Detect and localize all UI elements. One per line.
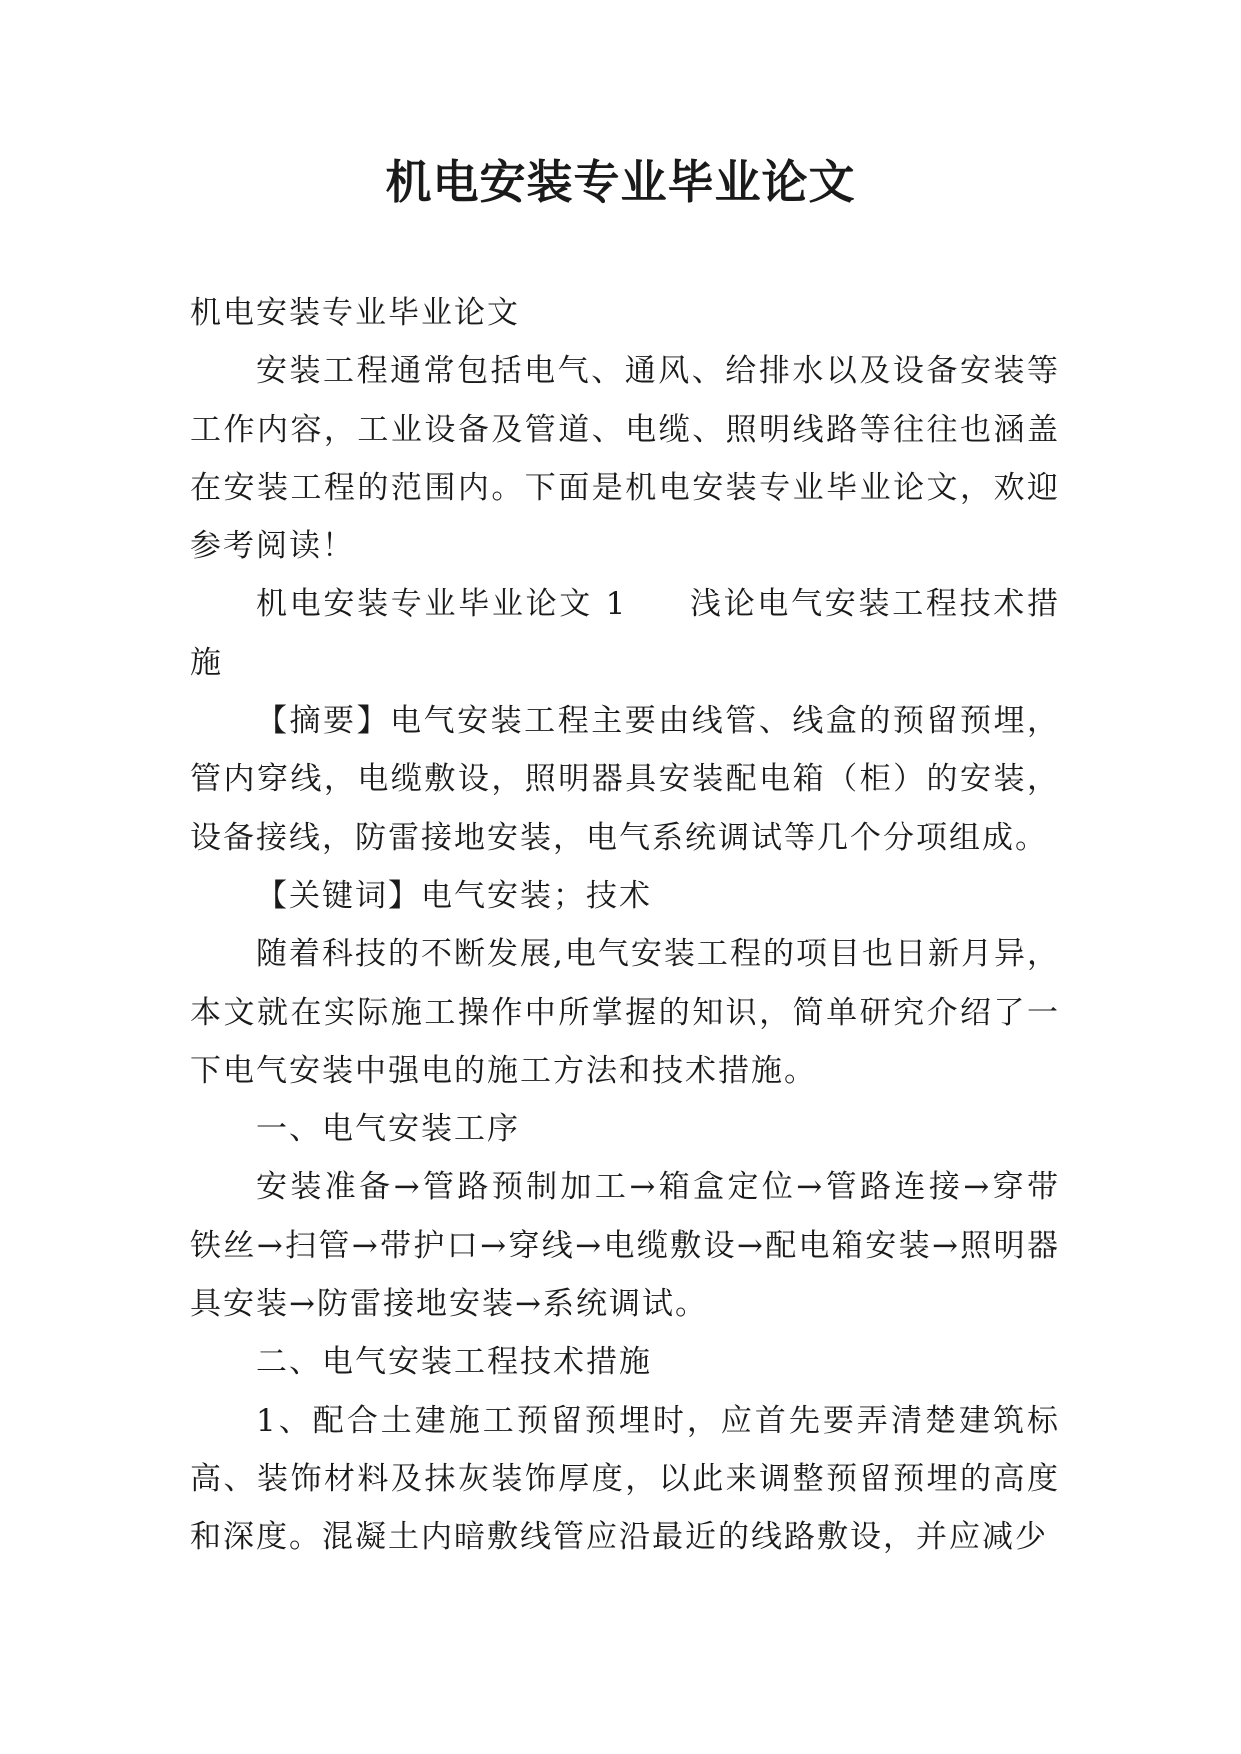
abstract-paragraph: 【摘要】电气安装工程主要由线管、线盒的预留预埋，管内穿线，电缆敷设，照明器具安装配电箱（柜）的安装，设备接线，防雷接地安装，电气系统调试等几个分项组成。 [190,703,1060,856]
heading-installation-sequence: 一、电气安装工序 [256,1111,520,1148]
document-title: 机电安装专业毕业论文 [385,155,856,209]
body-paragraph: 随着科技的不断发展,电气安装工程的项目也日新月异，本文就在实际施工操作中所掌握的知识，简单研究介绍了一下电气安装中强电的施工方法和技术措施。 [190,936,1060,1089]
heading-technical-measures: 二、电气安装工程技术措施 [256,1344,652,1381]
document-body [190,284,1060,1567]
subtitle-paragraph: 机电安装专业毕业论文 [190,295,520,331]
keywords-paragraph: 【关键词】电气安装；技术 [256,877,652,914]
body-paragraph: 安装准备→管路预制加工→箱盒定位→管路连接→穿带铁丝→扫管→带护口→穿线→电缆敷设→配电箱安装→照明器具安装→防雷接地安装→系统调试。 [190,1169,1060,1323]
section-heading-paragraph [190,575,1060,692]
section-heading-label: 机电安装专业毕业论文 1 [256,586,628,623]
intro-paragraph: 安装工程通常包括电气、通风、给排水以及设备安装等工作内容，工业设备及管道、电缆、照明线路等往往也涵盖在安装工程的范围内。下面是机电安装专业毕业论文，欢迎参考阅读！ [190,353,1060,565]
body-paragraph: 1、配合土建施工预留预埋时，应首先要弄清楚建筑标高、装饰材料及抹灰装饰厚度，以此来调整预留预埋的高度和深度。混凝土内暗敷线管应沿最近的线路敷设，并应减少 [190,1402,1060,1556]
section-heading-topic: 浅论电气安装工程技术措施 [190,586,1061,681]
